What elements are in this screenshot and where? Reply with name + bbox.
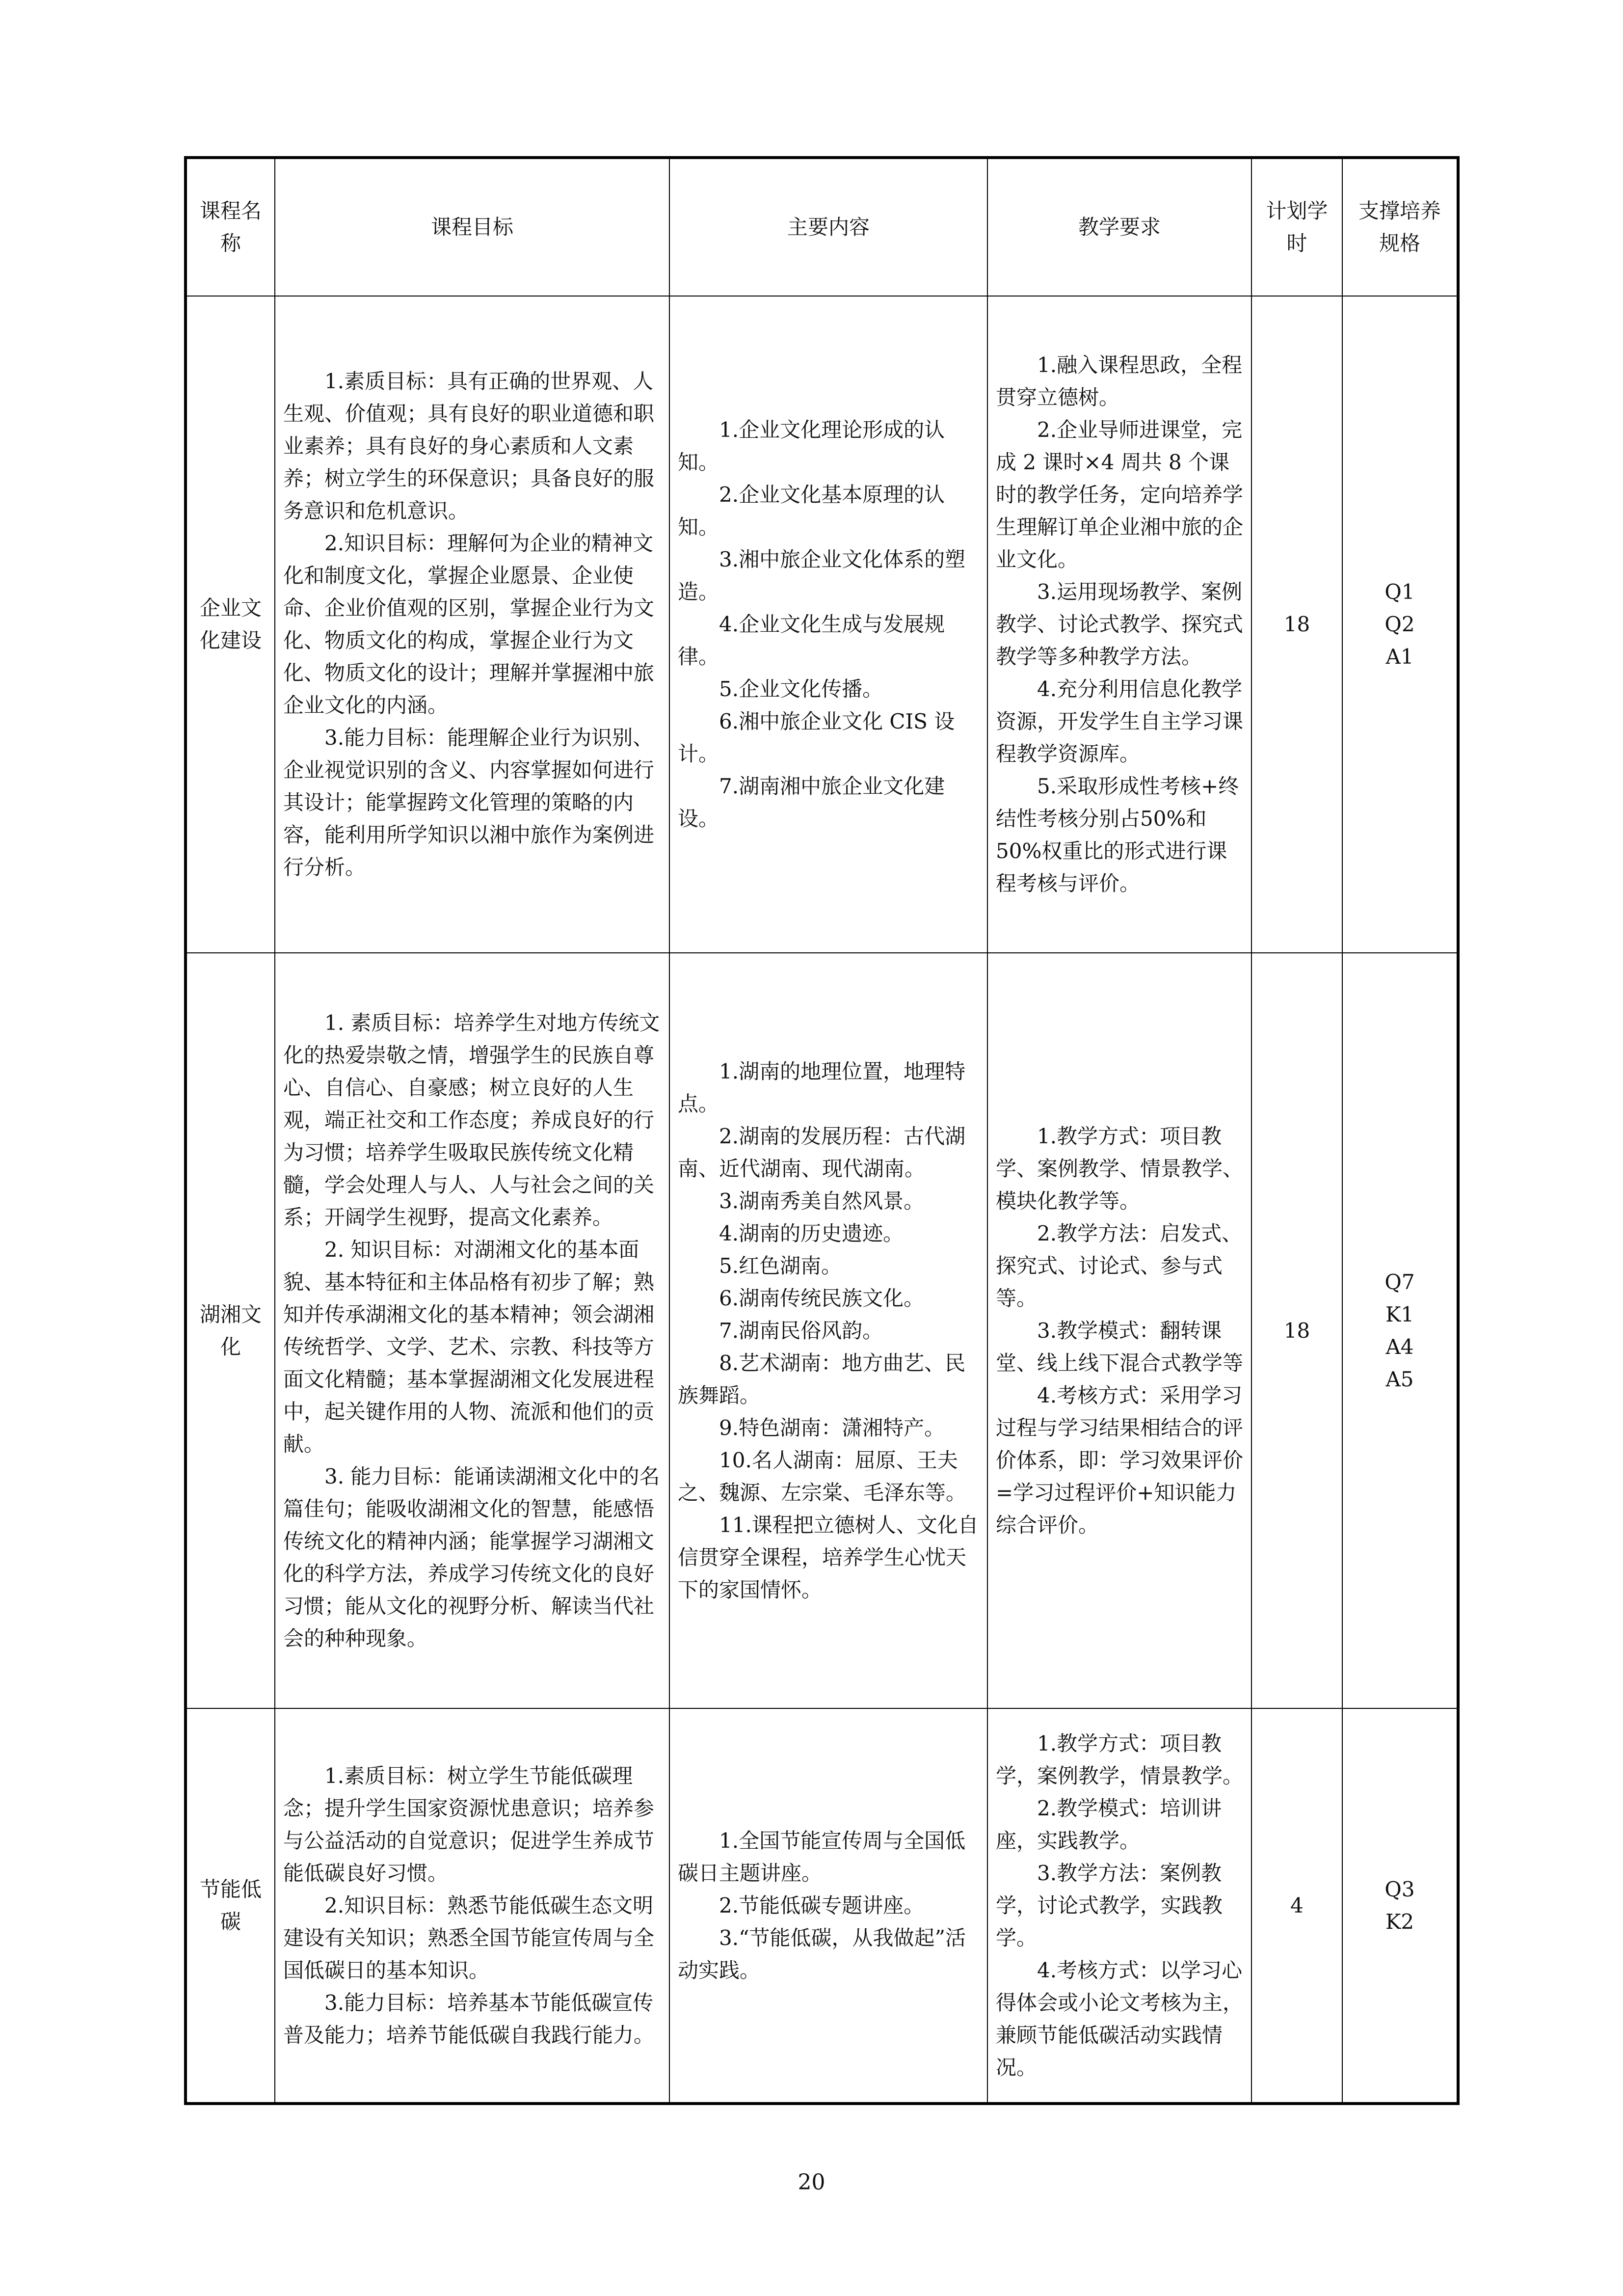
curriculum-table [184,156,1460,2105]
spec-code: Q7 [1384,1270,1415,1294]
req-item: 3.教学方法：案例教学，讨论式教学，实践教学。 [996,1861,1223,1950]
content-item: 6.湘中旅企业文化 CIS 设计。 [678,709,955,766]
main-content-cell [669,1708,987,2104]
course-name: 湖湘文化 [186,953,275,1708]
course-name: 节能低碳 [186,1708,275,2104]
spec-code: Q3 [1384,1877,1415,1901]
goal-paragraph: 3. 能力目标：能诵读湖湘文化中的名篇佳句；能吸收湖湘文化的智慧，能感悟传统文化的精神内涵；能掌握学习湖湘文化的科学方法，养成学习传统文化的良好习惯；能从文化的视野分析、解读当代社会的种种现象。 [283,1464,660,1650]
goal-paragraph: 1.素质目标：树立学生节能低碳理念；提升学生国家资源忧患意识；培养参与公益活动的自觉意识；促进学生养成节能低碳良好习惯。 [283,1763,655,1885]
main-content-cell [669,953,987,1708]
req-item: 2.教学模式：培训讲座，实践教学。 [996,1796,1222,1853]
spec-cell [1342,1708,1458,2104]
req-item: 5.采取形成性考核+终结性考核分别占50%和50%权重比的形式进行课程考核与评价。 [996,774,1239,895]
course-goal-cell [275,296,669,953]
header-spec: 支撑培养规格 [1342,158,1458,296]
goal-paragraph: 1. 素质目标：培养学生对地方传统文化的热爱崇敬之情，增强学生的民族自尊心、自信心、自豪感；树立良好的人生观，端正社交和工作态度；养成良好的行为习惯；培养学生吸取民族传统文化精髓，学会处理人与人、人与社会之间的关系；开阔学生视野，提高文化素养。 [283,1010,660,1229]
content-item: 7.湖南民俗风韵。 [719,1318,883,1343]
req-item: 1.教学方式：项目教学，案例教学，情景教学。 [996,1731,1244,1788]
spec-code: A5 [1385,1367,1414,1391]
req-item: 4.充分利用信息化教学资源，开发学生自主学习课程教学资源库。 [996,677,1244,766]
content-item: 6.湖南传统民族文化。 [719,1286,925,1310]
content-item: 3.湘中旅企业文化体系的塑造。 [678,547,966,604]
goal-paragraph: 1.素质目标：具有正确的世界观、人生观、价值观；具有良好的职业道德和职业素养；具有良好的身心素质和人文素养；树立学生的环保意识；具备良好的服务意识和危机意识。 [283,369,655,523]
header-main-content: 主要内容 [669,158,987,296]
planned-hours: 4 [1251,1708,1342,2104]
planned-hours: 18 [1251,296,1342,953]
content-item: 1.企业文化理论形成的认知。 [678,418,945,474]
req-item: 4.考核方式：以学习心得体会或小论文考核为主，兼顾节能低碳活动实践情况。 [996,1958,1244,2080]
main-content-cell [669,296,987,953]
goal-paragraph: 2. 知识目标：对湖湘文化的基本面貌、基本特征和主体品格有初步了解；熟知并传承湖湘文化的基本精神；领会湖湘传统哲学、文学、艺术、宗教、科技等方面文化精髓；基本掌握湖湘文化发展进程中，起关键作用的人物、流派和他们的贡献。 [283,1237,655,1456]
req-item: 2.企业导师进课堂，完成 2 课时×4 周共 8 个课时的教学任务，定向培养学生理解订单企业湘中旅的企业文化。 [996,418,1244,571]
header-teaching-req: 教学要求 [987,158,1251,296]
spec-cell [1342,953,1458,1708]
content-item: 3.“节能低碳，从我做起”活动实践。 [678,1925,966,1982]
course-name: 企业文化建设 [186,296,275,953]
content-item: 1.全国节能宣传周与全国低碳日主题讲座。 [678,1828,966,1885]
req-item: 1.教学方式：项目教学、案例教学、情景教学、模块化教学等。 [996,1124,1244,1213]
spec-code: K2 [1385,1909,1414,1934]
content-item: 5.红色湖南。 [719,1253,842,1278]
content-item: 3.湖南秀美自然风景。 [719,1189,925,1213]
teaching-req-cell [987,296,1251,953]
content-item: 7.湖南湘中旅企业文化建设。 [678,774,945,831]
content-item: 11.课程把立德树人、文化自信贯穿全课程，培养学生心忧天下的家国情怀。 [678,1513,979,1602]
header-hours: 计划学时 [1251,158,1342,296]
req-item: 4.考核方式：采用学习过程与学习结果相结合的评价体系，即：学习效果评价=学习过程评价+知识能力综合评价。 [996,1383,1244,1537]
content-item: 8.艺术湖南：地方曲艺、民族舞蹈。 [678,1351,966,1407]
req-item: 1.融入课程思政，全程贯穿立德树。 [996,353,1243,409]
req-item: 3.教学模式：翻转课堂、线上线下混合式教学等 [996,1318,1244,1375]
table-row [186,296,1458,953]
course-goal-cell [275,1708,669,2104]
goal-paragraph: 3.能力目标：培养基本节能低碳宣传普及能力；培养节能低碳自我践行能力。 [283,1990,655,2047]
spec-code: K1 [1385,1302,1414,1326]
content-item: 4.湖南的历史遗迹。 [719,1221,904,1245]
page-number: 20 [798,2170,825,2195]
spec-code: A4 [1385,1334,1414,1359]
header-course-goal: 课程目标 [275,158,669,296]
content-item: 4.企业文化生成与发展规律。 [678,612,945,669]
spec-cell [1342,296,1458,953]
planned-hours: 18 [1251,953,1342,1708]
header-row [186,158,1458,296]
content-item: 10.名人湖南：屈原、王夫之、魏源、左宗棠、毛泽东等。 [678,1448,967,1505]
req-item: 2.教学方法：启发式、探究式、讨论式、参与式等。 [996,1221,1243,1310]
goal-paragraph: 2.知识目标：理解何为企业的精神文化和制度文化，掌握企业愿景、企业使命、企业价值观的区别，掌握企业行为文化、物质文化的构成，掌握企业行为文化、物质文化的设计；理解并掌握湘中旅企业文化的内涵。 [283,531,655,717]
spec-code: A1 [1385,645,1414,669]
table-row [186,953,1458,1708]
course-goal-cell [275,953,669,1708]
goal-paragraph: 3.能力目标：能理解企业行为识别、企业视觉识别的含义、内容掌握如何进行其设计；能掌握跨文化管理的策略的内容，能利用所学知识以湘中旅作为案例进行分析。 [283,726,655,879]
spec-code: Q2 [1384,612,1415,636]
spec-code: Q1 [1384,580,1415,604]
content-item: 1.湖南的地理位置，地理特点。 [678,1059,966,1116]
teaching-req-cell [987,953,1251,1708]
teaching-req-cell [987,1708,1251,2104]
header-course-name: 课程名称 [186,158,275,296]
req-item: 3.运用现场教学、案例教学、讨论式教学、探究式教学等多种教学方法。 [996,580,1244,669]
content-item: 2.企业文化基本原理的认知。 [678,483,945,539]
content-item: 9.特色湖南：潇湘特产。 [719,1415,945,1440]
content-item: 2.湖南的发展历程：古代湖南、近代湖南、现代湖南。 [678,1124,966,1181]
table-row [186,1708,1458,2104]
content-item: 5.企业文化传播。 [719,677,883,701]
content-item: 2.节能低碳专题讲座。 [719,1893,925,1918]
goal-paragraph: 2.知识目标：熟悉节能低碳生态文明建设有关知识；熟悉全国节能宣传周与全国低碳日的基本知识。 [283,1893,655,1982]
